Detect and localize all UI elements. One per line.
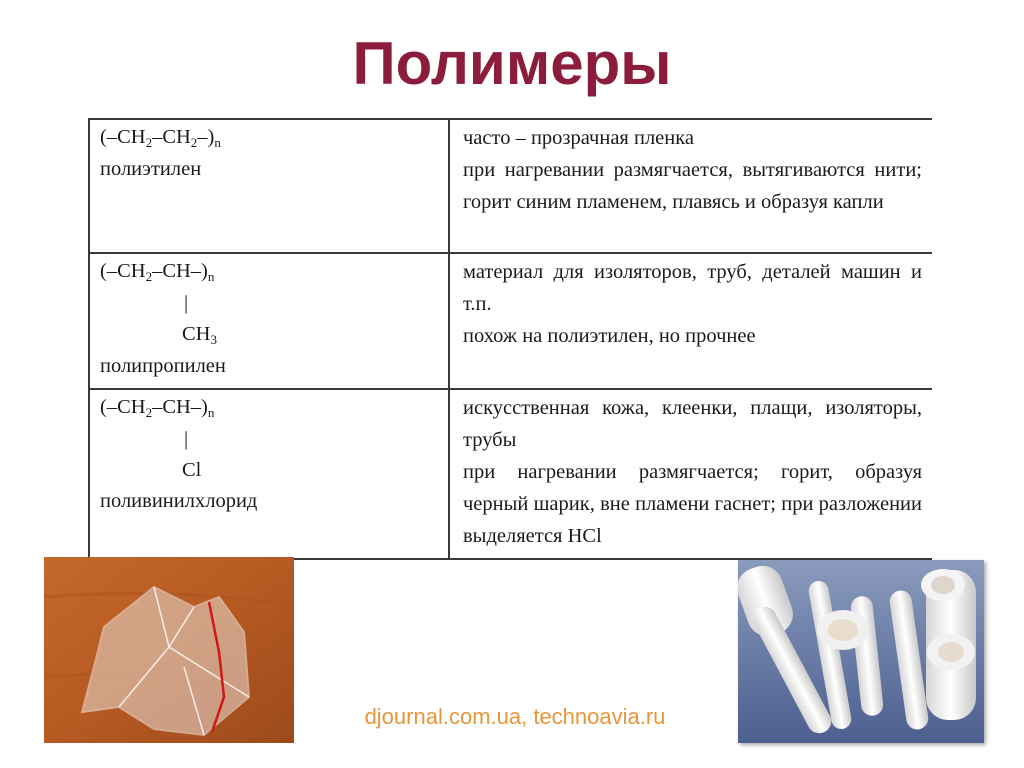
formula-cell (89, 389, 449, 559)
polymer-name: полиэтилен (100, 158, 202, 180)
bond-line: | (184, 292, 189, 314)
chemical-formula: (–CH2–CH–)n (100, 396, 215, 420)
plastic-bag-photo (44, 557, 294, 743)
bond-line: | (184, 428, 189, 450)
side-group: CH3 (182, 323, 217, 347)
description-cell (449, 119, 932, 253)
source-caption: djournal.com.ua, technoavia.ru (364, 704, 666, 729)
description-line: материал для изоляторов, труб, деталей машин и т.п. (463, 261, 922, 315)
chemical-formula: (–CH2–CH2–)n (100, 126, 221, 150)
description-line: часто – прозрачная пленка (463, 127, 694, 149)
plastic-pipes-photo (738, 560, 984, 743)
polymer-name: поливинилхлорид (100, 490, 258, 512)
table-row (89, 389, 932, 559)
description-line: похож на полиэтилен, но прочнее (463, 325, 756, 347)
description-cell (449, 389, 932, 559)
polymer-table (88, 118, 932, 560)
description-cell (449, 253, 932, 389)
formula-cell (89, 119, 449, 253)
side-group: Cl (182, 459, 202, 481)
formula-cell (89, 253, 449, 389)
description-line: при нагревании размягчается; горит, образуя черный шарик, вне пламени гаснет; при разложении выделяется HCl (463, 461, 922, 547)
polymer-name: полипропилен (100, 355, 226, 377)
page-title: Полимеры (352, 30, 672, 97)
table-row (89, 119, 932, 253)
description-line: при нагревании размягчается, вытягиваются нити; горит синим пламенем, плавясь и образуя капли (463, 159, 922, 213)
description-line: искусственная кожа, клеенки, плащи, изоляторы, трубы (463, 397, 922, 451)
chemical-formula: (–CH2–CH–)n (100, 260, 215, 284)
table-row (89, 253, 932, 389)
